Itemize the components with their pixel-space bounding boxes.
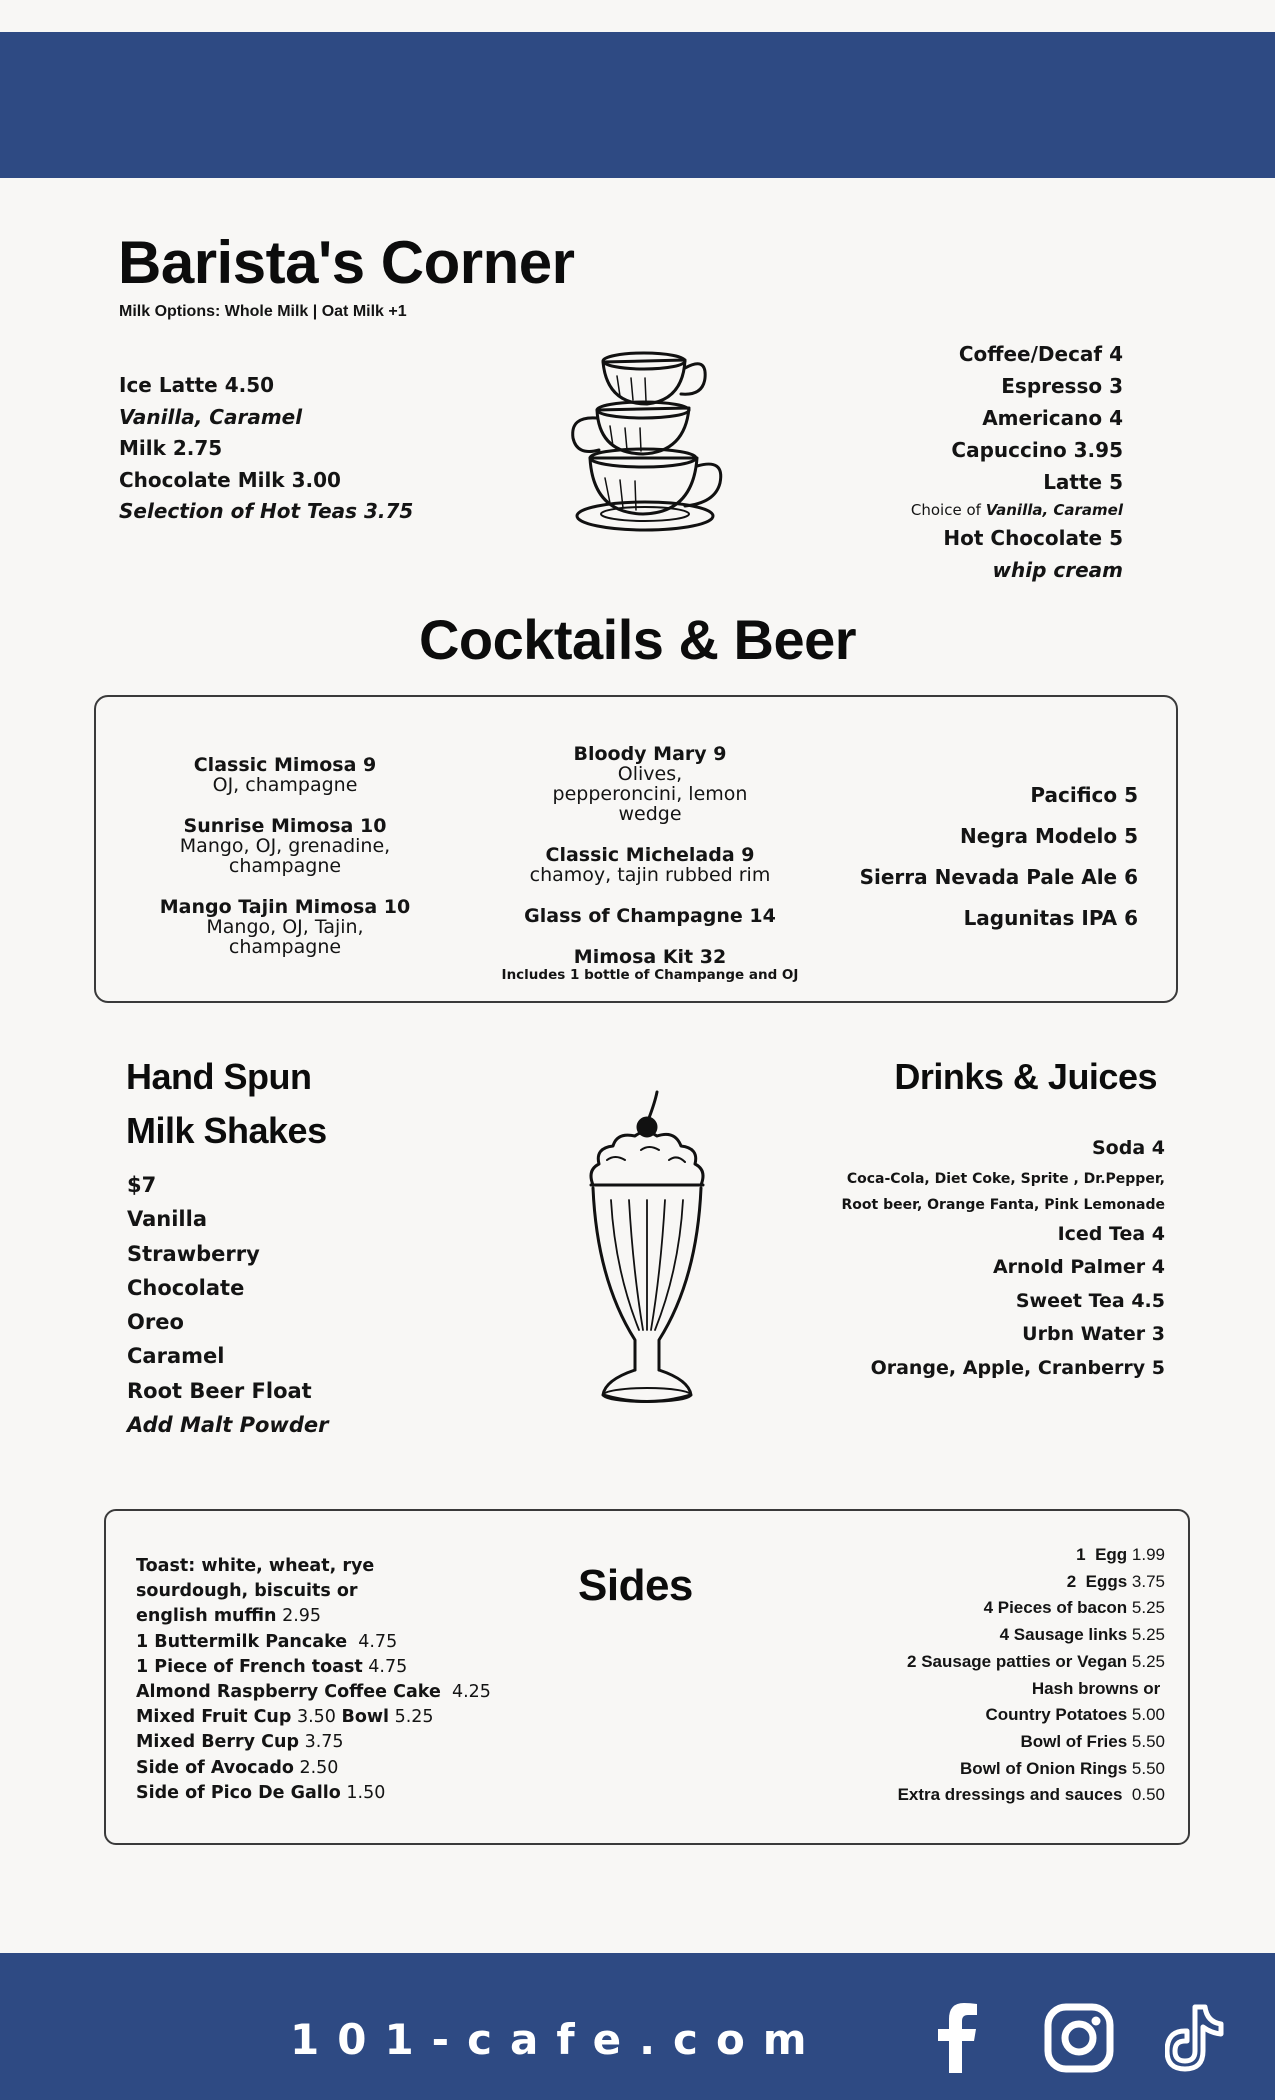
shake-flavor: Chocolate	[127, 1275, 245, 1300]
side-name: Hash browns or	[1031, 1678, 1165, 1698]
side-item	[136, 1756, 491, 1781]
drink-item: Iced Tea 4	[1057, 1222, 1165, 1245]
latte-flavor-choice	[911, 498, 1123, 522]
menu-item: whip cream	[992, 558, 1123, 582]
sides-title: Sides	[578, 1561, 693, 1610]
shakes-title-line: Milk Shakes	[126, 1110, 327, 1151]
cocktail-name: Mimosa Kit 32	[573, 946, 727, 968]
side-item	[898, 1729, 1165, 1756]
side-item	[136, 1655, 491, 1680]
cocktail-name: Sunrise Mimosa 10	[183, 815, 387, 837]
cocktail-item	[470, 906, 830, 926]
side-name: Extra dressings and sauces	[897, 1785, 1123, 1805]
drinks-list	[842, 1132, 1166, 1385]
side-price: 0.50	[1122, 1785, 1165, 1805]
side-item	[898, 1756, 1165, 1783]
barista-left-list	[119, 370, 413, 528]
side-name: 4 Sausage links	[999, 1625, 1128, 1645]
cocktail-item	[150, 755, 420, 795]
cocktail-description: Mango, OJ, grenadine, champagne	[179, 835, 391, 877]
side-item	[136, 1554, 491, 1579]
side-name: sourdough, biscuits or	[136, 1581, 358, 1602]
barista-right-list	[911, 338, 1123, 586]
milk-options: Milk Options: Whole Milk | Oat Milk +1	[119, 303, 407, 320]
side-price: 3.75	[1127, 1571, 1165, 1591]
cocktail-item	[150, 816, 420, 876]
cocktail-description: Mango, OJ, Tajin, champagne	[206, 916, 364, 958]
side-price: 1.50	[340, 1782, 386, 1803]
side-item	[898, 1569, 1165, 1596]
side-price: 3.50	[291, 1707, 342, 1728]
side-item	[898, 1622, 1165, 1649]
cocktail-description: OJ, champagne	[212, 774, 358, 796]
side-price: 3.75	[299, 1732, 344, 1753]
side-item	[136, 1680, 491, 1705]
cocktail-item	[150, 897, 420, 957]
side-price: 5.25	[1127, 1625, 1165, 1645]
drink-item: Soda 4	[1092, 1137, 1165, 1159]
cocktail-name: Classic Michelada 9	[545, 844, 755, 866]
shake-price: $7	[127, 1173, 157, 1197]
choice-flavors: Vanilla, Caramel	[985, 501, 1123, 519]
cocktail-description: Olives, pepperoncini, lemon wedge	[552, 763, 748, 825]
side-item	[898, 1542, 1165, 1569]
mimosa-column	[150, 755, 420, 978]
tiktok-icon[interactable]	[1165, 2003, 1227, 2073]
side-item	[136, 1604, 491, 1629]
barista-title: Barista's Corner	[118, 229, 575, 296]
side-price: 4.75	[347, 1631, 398, 1652]
menu-item: Selection of Hot Teas 3.75	[119, 499, 414, 523]
drink-item: Urbn Water 3	[1022, 1323, 1165, 1345]
soda-options: Coca-Cola, Diet Coke, Sprite , Dr.Pepper,	[846, 1170, 1165, 1187]
drink-item: Arnold Palmer 4	[992, 1256, 1165, 1278]
side-name: 1 Egg	[1076, 1545, 1128, 1564]
menu-item: Latte 5	[1043, 470, 1123, 494]
top-banner	[0, 32, 1275, 178]
side-item	[898, 1782, 1165, 1809]
side-price: 5.00	[1127, 1705, 1165, 1725]
website-link[interactable]: 101-cafe.com	[290, 2015, 825, 2064]
side-price: 5.25	[389, 1707, 434, 1728]
cocktail-item	[470, 947, 830, 984]
side-name: Bowl	[341, 1707, 390, 1728]
side-price: 5.25	[1127, 1651, 1165, 1671]
side-name: 2 Eggs	[1066, 1571, 1128, 1591]
side-item	[898, 1676, 1165, 1703]
side-price: 2.50	[293, 1757, 339, 1778]
shakes-title-line: Hand Spun	[126, 1056, 312, 1097]
side-price: 5.50	[1127, 1731, 1165, 1751]
side-name: 4 Pieces of bacon	[983, 1598, 1128, 1618]
side-price: 4.75	[362, 1656, 408, 1677]
shakes-title	[126, 1050, 327, 1158]
drink-item: Orange, Apple, Cranberry 5	[870, 1356, 1165, 1379]
shake-flavor: Root Beer Float	[127, 1378, 312, 1403]
shake-flavor: Strawberry	[127, 1241, 260, 1266]
side-name: Country Potatoes	[985, 1705, 1128, 1725]
beer-column	[860, 775, 1138, 939]
shake-addon: Add Malt Powder	[127, 1413, 329, 1438]
cocktail-name: Bloody Mary 9	[573, 743, 727, 765]
menu-item: Hot Chocolate 5	[943, 526, 1123, 550]
cocktail-name: Classic Mimosa 9	[193, 754, 377, 776]
shake-flavor: Oreo	[127, 1310, 184, 1335]
cocktail-name: Mango Tajin Mimosa 10	[159, 896, 411, 918]
side-name: Bowl of Onion Rings	[960, 1758, 1128, 1778]
cocktail-column	[470, 744, 830, 1005]
menu-item: Ice Latte 4.50	[119, 373, 275, 397]
cocktail-description: Includes 1 bottle of Champange and OJ	[501, 967, 799, 983]
cocktail-item	[470, 845, 830, 885]
side-item	[136, 1730, 491, 1755]
shake-flavor: Vanilla	[127, 1207, 207, 1232]
side-item	[136, 1705, 491, 1730]
side-item	[898, 1649, 1165, 1676]
side-item	[898, 1702, 1165, 1729]
side-item	[898, 1595, 1165, 1622]
side-name: 1 Piece of French toast	[136, 1656, 363, 1677]
drink-item: Sweet Tea 4.5	[1015, 1289, 1165, 1312]
soda-options: Root beer, Orange Fanta, Pink Lemonade	[841, 1196, 1165, 1213]
side-name: 2 Sausage patties or Vegan	[907, 1651, 1128, 1671]
menu-item: Milk 2.75	[119, 436, 223, 460]
side-price: 2.95	[276, 1606, 322, 1627]
shakes-list	[127, 1168, 328, 1442]
side-name: Bowl of Fries	[1020, 1731, 1128, 1751]
beer-item: Pacifico 5	[1030, 783, 1138, 807]
beer-item: Negra Modelo 5	[960, 824, 1138, 848]
side-price: 5.50	[1127, 1758, 1165, 1778]
menu-item: Americano 4	[982, 406, 1123, 430]
side-name: Almond Raspberry Coffee Cake	[136, 1682, 441, 1703]
menu-item: Capuccino 3.95	[951, 438, 1123, 462]
menu-item: Espresso 3	[1001, 374, 1123, 398]
side-name: Side of Pico De Gallo	[136, 1782, 341, 1803]
side-item	[136, 1781, 491, 1806]
side-name: Mixed Fruit Cup	[136, 1707, 292, 1728]
side-name: 1 Buttermilk Pancake	[136, 1631, 348, 1652]
side-name: english muffin	[136, 1606, 277, 1627]
sides-right-list	[898, 1542, 1165, 1809]
side-name: Side of Avocado	[136, 1757, 294, 1778]
menu-item: Chocolate Milk 3.00	[119, 467, 341, 492]
cocktail-name: Glass of Champagne 14	[524, 905, 776, 927]
choice-label: Choice of	[910, 501, 986, 519]
instagram-icon[interactable]	[1044, 2003, 1114, 2073]
coffee-cups-illustration	[565, 338, 730, 548]
cocktails-title: Cocktails & Beer	[418, 608, 857, 671]
shake-flavor: Caramel	[127, 1344, 225, 1369]
side-price: 5.25	[1127, 1598, 1165, 1618]
side-item	[136, 1630, 491, 1655]
side-name: Mixed Berry Cup	[136, 1732, 299, 1753]
side-price: 1.99	[1127, 1545, 1165, 1564]
cocktail-description: chamoy, tajin rubbed rim	[529, 864, 771, 886]
side-item	[136, 1579, 491, 1604]
side-price: 4.25	[440, 1682, 491, 1703]
milkshake-illustration	[585, 1090, 715, 1410]
drinks-title: Drinks & Juices	[894, 1056, 1157, 1097]
beer-item: Lagunitas IPA 6	[963, 906, 1138, 930]
menu-item: Vanilla, Caramel	[119, 404, 303, 429]
menu-item: Coffee/Decaf 4	[958, 342, 1123, 366]
side-name: Toast: white, wheat, rye	[136, 1556, 375, 1576]
facebook-icon[interactable]	[932, 2003, 982, 2073]
cocktail-item	[470, 744, 830, 824]
beer-item: Sierra Nevada Pale Ale 6	[859, 865, 1138, 889]
sides-left-list	[136, 1554, 491, 1806]
